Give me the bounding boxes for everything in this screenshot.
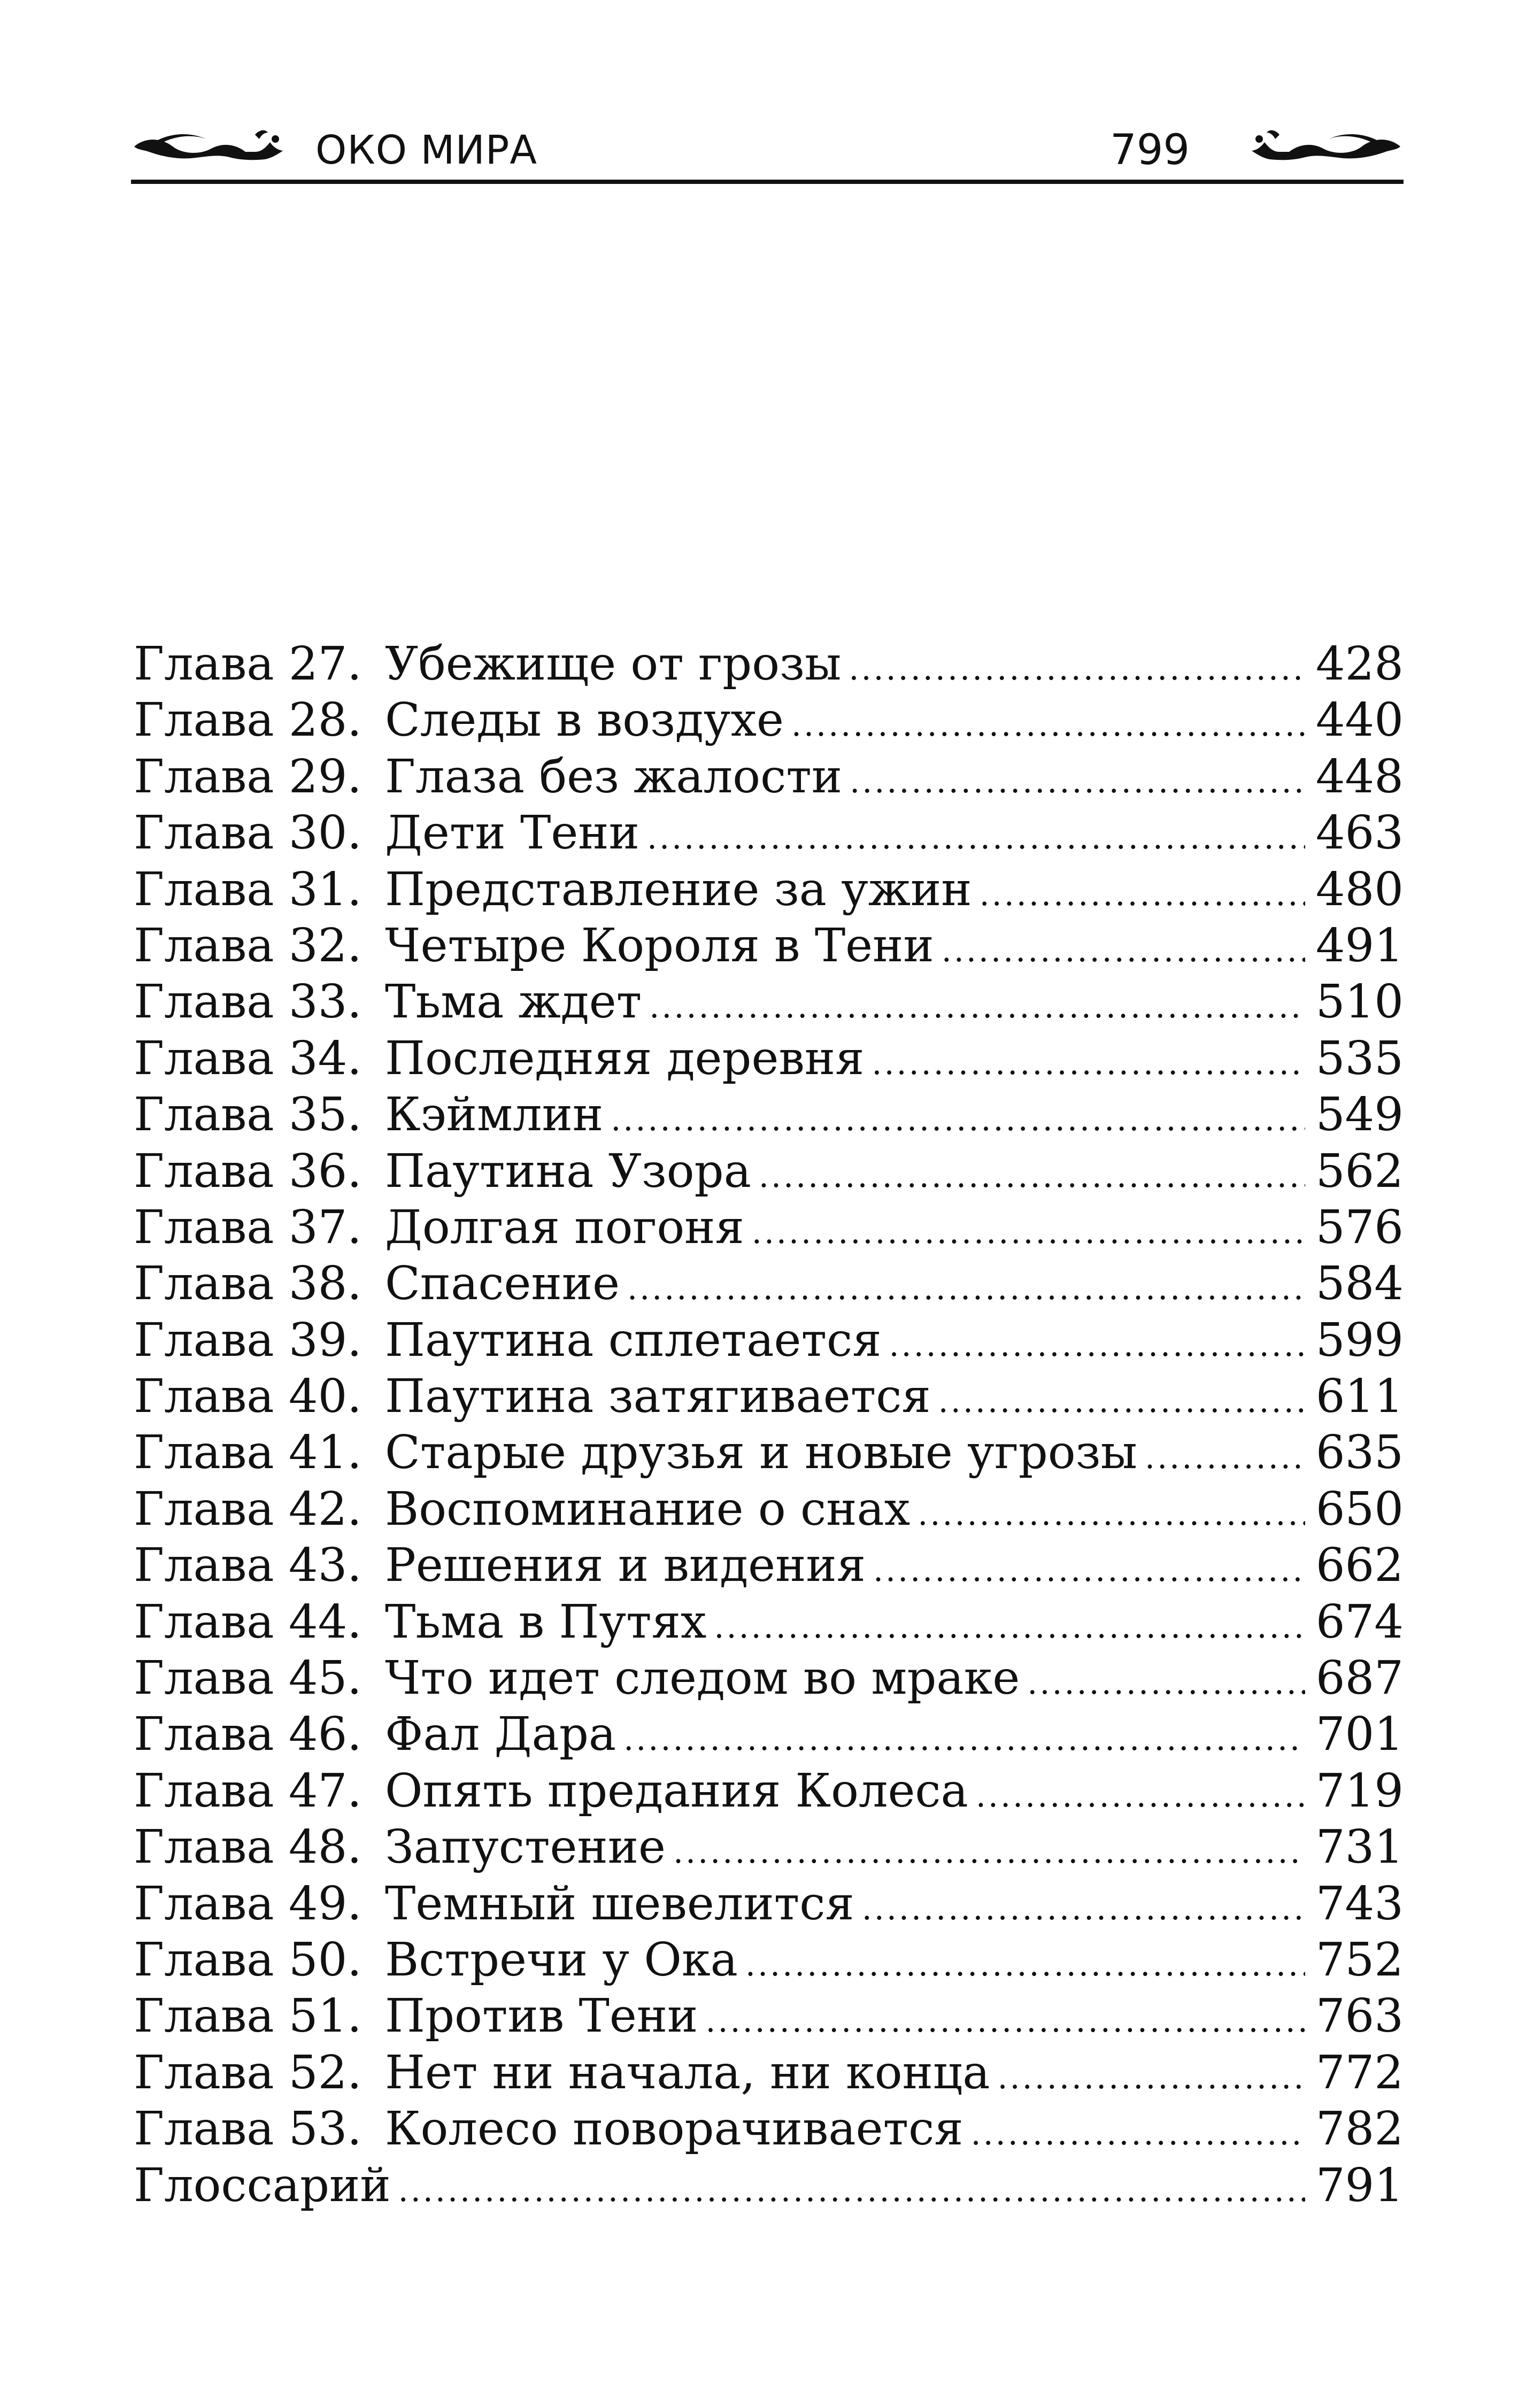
toc-dot-leader	[971, 2106, 1305, 2162]
toc-page-number: 491	[1315, 919, 1404, 973]
toc-chapter-number: Глава 47.	[134, 1764, 362, 1818]
toc-dot-leader	[997, 2050, 1305, 2106]
toc-chapter-number: Глава 44.	[134, 1595, 362, 1649]
toc-chapter-number: Глава 29.	[134, 750, 362, 804]
toc-entry-label	[134, 1200, 744, 1256]
toc-page-number: 743	[1315, 1877, 1404, 1931]
toc-chapter-number: Глава 32.	[134, 919, 362, 973]
toc-entry	[134, 1031, 1404, 1087]
toc-chapter-title: Что идет следом во мраке	[385, 1651, 1020, 1705]
toc-page-number: 782	[1315, 2102, 1404, 2156]
toc-entry	[134, 805, 1404, 861]
toc-page-number: 752	[1315, 1933, 1404, 1987]
toc-entry	[134, 1763, 1404, 1819]
left-ornament-icon	[131, 123, 291, 171]
toc-entry-label	[134, 1819, 666, 1876]
toc-chapter-number: Глава 41.	[134, 1426, 362, 1480]
toc-entry	[134, 2101, 1404, 2157]
toc-dot-leader	[752, 1205, 1305, 1261]
toc-chapter-number: Глава 39.	[134, 1313, 362, 1367]
toc-entry-label	[134, 2101, 963, 2157]
toc-chapter-number: Глава 40.	[134, 1370, 362, 1424]
toc-chapter-title: Старые друзья и новые угрозы	[385, 1426, 1137, 1480]
toc-entry	[134, 1200, 1404, 1256]
toc-entry	[134, 1144, 1404, 1200]
toc-chapter-title: Воспоминание о снах	[385, 1482, 911, 1536]
toc-page-number: 719	[1315, 1764, 1404, 1818]
toc-entry	[134, 974, 1404, 1030]
toc-entry-label	[134, 862, 972, 918]
toc-chapter-number: Глава 30.	[134, 806, 362, 860]
toc-chapter-title: Паутина сплетается	[385, 1313, 882, 1367]
toc-dot-leader	[872, 1036, 1305, 1092]
toc-chapter-title: Тьма ждет	[385, 975, 642, 1029]
toc-page-number: 448	[1315, 750, 1404, 804]
toc-entry	[134, 1650, 1404, 1707]
toc-dot-leader	[745, 1937, 1305, 1993]
toc-entry-label	[134, 1538, 866, 1594]
toc-chapter-number: Глава 34.	[134, 1031, 362, 1085]
toc-entry-label	[134, 1144, 751, 1200]
toc-entry-label	[134, 2158, 391, 2214]
toc-dot-leader	[862, 1881, 1305, 1937]
toc-entry	[134, 636, 1404, 692]
toc-page-number: 791	[1315, 2158, 1404, 2212]
toc-page-number: 463	[1315, 806, 1404, 860]
header-rule	[131, 180, 1404, 184]
toc-chapter-number: Глава 42.	[134, 1482, 362, 1536]
toc-chapter-title: Дети Тени	[385, 806, 639, 860]
toc-dot-leader	[918, 1486, 1305, 1542]
toc-dot-leader	[649, 979, 1305, 1035]
toc-dot-leader	[714, 1599, 1305, 1655]
toc-page-number: 510	[1315, 975, 1404, 1029]
toc-chapter-title: Четыре Короля в Тени	[385, 919, 934, 973]
toc-dot-leader	[647, 810, 1305, 866]
toc-entry	[134, 918, 1404, 974]
toc-page-number: 535	[1315, 1031, 1404, 1085]
toc-chapter-title: Запустение	[385, 1820, 666, 1874]
toc-entry-label	[134, 749, 842, 805]
toc-entry	[134, 1819, 1404, 1876]
toc-entry-label	[134, 1594, 706, 1650]
toc-entry	[134, 2045, 1404, 2101]
toc-entry-label	[134, 1763, 968, 1819]
toc-chapter-title: Глаза без жалости	[385, 750, 843, 804]
toc-page-number: 674	[1315, 1595, 1404, 1649]
toc-entry-label	[134, 1988, 698, 2044]
toc-page-number: 480	[1315, 862, 1404, 916]
toc-chapter-number: Глава 38.	[134, 1257, 362, 1311]
toc-chapter-title: Колесо поворачивается	[385, 2102, 963, 2156]
toc-entry-label	[134, 1313, 881, 1369]
toc-entry-label	[134, 1481, 910, 1538]
toc-chapter-number: Глава 31.	[134, 862, 362, 916]
book-title: ОКО МИРА	[315, 127, 537, 173]
toc-page-number: 650	[1315, 1482, 1404, 1536]
toc-chapter-number: Глава 43.	[134, 1539, 362, 1593]
toc-chapter-number: Глава 36.	[134, 1144, 362, 1198]
toc-entry	[134, 862, 1404, 918]
toc-chapter-title: Тьма в Путях	[385, 1595, 707, 1649]
toc-chapter-title: Фал Дара	[385, 1708, 616, 1762]
toc-page-number: 763	[1315, 1989, 1404, 2043]
toc-dot-leader	[889, 1317, 1305, 1373]
toc-dot-leader	[623, 1711, 1305, 1768]
toc-chapter-number: Глава 37.	[134, 1200, 362, 1254]
toc-dot-leader	[976, 1768, 1305, 1824]
toc-entry-label	[134, 918, 934, 974]
toc-dot-leader	[1145, 1430, 1305, 1486]
toc-chapter-title: Темный шевелится	[385, 1877, 854, 1931]
toc-entry	[134, 1538, 1404, 1594]
toc-page-number: 731	[1315, 1820, 1404, 1874]
toc-entry-label	[134, 1932, 738, 1988]
toc-page-number: 599	[1315, 1313, 1404, 1367]
toc-page-number: 635	[1315, 1426, 1404, 1480]
toc-chapter-title: Убежище от грозы	[385, 637, 842, 691]
running-header	[131, 117, 1404, 197]
toc-entry-label	[134, 805, 639, 861]
toc-entry-label	[134, 1876, 854, 1932]
toc-entry-label	[134, 636, 841, 692]
toc-entry-label	[134, 1650, 1020, 1707]
toc-entry	[134, 1988, 1404, 2044]
toc-entry-label	[134, 1369, 931, 1425]
toc-chapter-title: Паутина затягивается	[385, 1370, 931, 1424]
toc-chapter-number: Глава 45.	[134, 1651, 362, 1705]
toc-chapter-title: Против Тени	[385, 1989, 698, 2043]
toc-dot-leader	[759, 1148, 1305, 1205]
toc-entry	[134, 2158, 1404, 2214]
toc-chapter-title: Опять предания Колеса	[385, 1764, 968, 1818]
right-ornament-icon	[1243, 123, 1404, 171]
toc-entry-label	[134, 2045, 990, 2101]
toc-page-number: 584	[1315, 1257, 1404, 1311]
table-of-contents	[134, 636, 1404, 2214]
toc-page-number: 662	[1315, 1539, 1404, 1593]
toc-chapter-title: Решения и видения	[385, 1539, 866, 1593]
toc-entry-label	[134, 974, 642, 1030]
page-number: 799	[1110, 126, 1190, 174]
toc-entry	[134, 1932, 1404, 1988]
toc-page-number: 562	[1315, 1144, 1404, 1198]
toc-chapter-title: Глоссарий	[134, 2158, 391, 2212]
toc-entry	[134, 749, 1404, 805]
toc-chapter-title: Встречи у Ока	[385, 1933, 738, 1987]
toc-page-number: 611	[1315, 1370, 1404, 1424]
toc-chapter-number: Глава 52.	[134, 2046, 362, 2100]
toc-dot-leader	[942, 923, 1305, 979]
toc-entry-label	[134, 692, 784, 748]
toc-chapter-title: Спасение	[385, 1257, 620, 1311]
toc-entry	[134, 1707, 1404, 1763]
toc-entry	[134, 1425, 1404, 1481]
toc-entry	[134, 692, 1404, 748]
toc-chapter-number: Глава 49.	[134, 1877, 362, 1931]
toc-dot-leader	[849, 641, 1305, 697]
toc-entry	[134, 1876, 1404, 1932]
toc-entry-label	[134, 1425, 1137, 1481]
toc-chapter-number: Глава 28.	[134, 693, 362, 747]
toc-dot-leader	[398, 2163, 1305, 2219]
toc-chapter-title: Паутина Узора	[385, 1144, 751, 1198]
toc-dot-leader	[873, 1542, 1305, 1599]
toc-chapter-number: Глава 27.	[134, 637, 362, 691]
toc-dot-leader	[673, 1824, 1305, 1880]
toc-entry-label	[134, 1707, 616, 1763]
toc-page-number: 576	[1315, 1200, 1404, 1254]
toc-chapter-title: Кэймлин	[385, 1088, 604, 1142]
toc-chapter-number: Глава 53.	[134, 2102, 362, 2156]
toc-dot-leader	[850, 754, 1305, 810]
toc-page-number: 428	[1315, 637, 1404, 691]
toc-entry-label	[134, 1256, 620, 1312]
toc-entry	[134, 1481, 1404, 1538]
toc-page-number: 701	[1315, 1708, 1404, 1762]
toc-dot-leader	[791, 697, 1305, 753]
toc-page-number: 440	[1315, 693, 1404, 747]
toc-chapter-number: Глава 48.	[134, 1820, 362, 1874]
toc-chapter-title: Следы в воздухе	[385, 693, 784, 747]
toc-chapter-number: Глава 46.	[134, 1708, 362, 1762]
toc-page-number: 549	[1315, 1088, 1404, 1142]
toc-chapter-title: Нет ни начала, ни конца	[385, 2046, 990, 2100]
toc-dot-leader	[611, 1092, 1305, 1148]
toc-entry	[134, 1256, 1404, 1312]
toc-chapter-title: Последняя деревня	[385, 1031, 865, 1085]
toc-chapter-number: Глава 51.	[134, 1989, 362, 2043]
toc-chapter-title: Представление за ужин	[385, 862, 972, 916]
toc-entry	[134, 1313, 1404, 1369]
toc-entry-label	[134, 1087, 603, 1143]
toc-dot-leader	[705, 1993, 1305, 2049]
toc-dot-leader	[627, 1261, 1305, 1317]
toc-chapter-number: Глава 50.	[134, 1933, 362, 1987]
toc-dot-leader	[1027, 1655, 1305, 1711]
toc-chapter-number: Глава 33.	[134, 975, 362, 1029]
toc-dot-leader	[938, 1373, 1305, 1430]
toc-page-number: 772	[1315, 2046, 1404, 2100]
toc-dot-leader	[980, 867, 1305, 923]
toc-entry	[134, 1369, 1404, 1425]
toc-chapter-title: Долгая погоня	[385, 1200, 744, 1254]
toc-entry-label	[134, 1031, 864, 1087]
toc-entry	[134, 1087, 1404, 1143]
toc-entry	[134, 1594, 1404, 1650]
toc-chapter-number: Глава 35.	[134, 1088, 362, 1142]
toc-page-number: 687	[1315, 1651, 1404, 1705]
